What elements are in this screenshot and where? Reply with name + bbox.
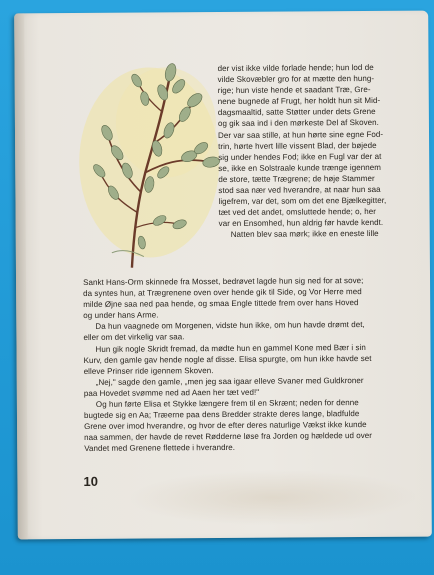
text-line: Og hun førte Elisa et Stykke længere frem til en Skrænt; neden for denne <box>95 398 359 409</box>
text-line: trin, hørte hvert lille vissent Blad, der bøjede <box>218 140 377 151</box>
book-page <box>14 11 432 540</box>
text-line: da syntes hun, at Trægrenene oven over hende gik til Side, og Vor Herre med <box>83 287 362 299</box>
willow-branch-illustration <box>70 52 234 273</box>
text-line: Hun gik nogle Skridt fremad, da mødte hun en gammel Kone med Bær i sin <box>95 342 366 354</box>
paragraph <box>83 319 416 344</box>
text-line: eller om det virkelig var saa. <box>83 332 185 343</box>
text-line: paa Hovedet svømme ned ad Aaen her tæt ved!" <box>83 387 260 398</box>
paragraph <box>83 275 416 322</box>
text-line: Natten blev saa mørk; ikke en eneste lille <box>230 229 379 240</box>
text-line: Vandet med Grenene flettede i hverandre. <box>84 443 236 454</box>
text-line: og gik saa ind i den mørkeste Del af Skoven. <box>217 118 379 129</box>
right-text-column <box>218 62 415 241</box>
full-width-text <box>83 275 417 455</box>
text-line: naa sammen, der havde de revet Rødderne løse fra Jorden og hældede ud over <box>84 431 373 443</box>
text-line: tæt ved det andet, omsluttede hende; o, her <box>218 207 376 218</box>
text-line: elleve Prinser ride igennem Skoven. <box>83 365 214 376</box>
paragraph <box>84 374 417 399</box>
willow-branch-icon <box>70 52 234 273</box>
text-line: se, ikke en Solstraale kunde trænge igennem <box>218 162 381 173</box>
text-line: Kurv, den gamle gav hende nogle af disse. Elisa spurgte, om hun ikke havde set <box>83 353 372 365</box>
text-line: milde Øjne saa ned paa hende, og smaa Engle tittede frem over hans Hoved <box>83 298 359 310</box>
text-line: Der var saa stille, at hun hørte sine egne Fod- <box>217 129 384 140</box>
page-number: 10 <box>83 473 98 489</box>
text-line: stod saa nær ved hverandre, at naar hun saa <box>218 184 381 196</box>
text-line: Grene over imod hverandre, og hvor de efter deres naturlige Vækst ikke kunde <box>84 420 367 432</box>
text-line: der vist ikke vilde forlade hende; hun lod de <box>217 62 374 74</box>
text-line: dagsmaaltid, satte Støtter under dets Grene <box>217 107 376 118</box>
text-line: Sankt Hans-Orm skinnede fra Mosset, bedrøvet lagde hun sig ned for at sove; <box>83 276 364 287</box>
text-line: sig under hendes Fod; ikke en Fugl var der at <box>218 151 382 162</box>
paragraph <box>83 341 416 377</box>
text-line: nene bugnede af Frugt, her holdt hun sit Mid- <box>217 96 381 107</box>
text-line: vilde Skovæbler gro for at mætte den hung- <box>217 74 375 85</box>
text-line: var en Ensomhed, hun aldrig før havde kendt. <box>218 218 384 229</box>
page-binding-edge <box>14 13 28 539</box>
text-line: „Nej," sagde den gamle, „men jeg saa igaar elleve Svaner med Guldkroner <box>95 375 364 387</box>
text-line: bugtede sig en Aa; Træerne paa dens Bredder strakte deres lange, bladfulde <box>83 409 360 421</box>
text-line: og under hans Arme. <box>83 310 159 321</box>
text-line: rige; hun viste hende et saadant Træ, Gre- <box>217 85 371 96</box>
paragraph <box>84 397 417 455</box>
text-line: Da hun vaagnede om Morgenen, vidste hun ikke, om hun havde drømt det, <box>95 320 365 332</box>
water-stain <box>127 469 417 527</box>
text-line: de store, tætte Trægrene; de høje Stammer <box>218 173 375 184</box>
text-line: ligefrem, var det, som om det ene Bjælkegitter, <box>218 195 387 207</box>
